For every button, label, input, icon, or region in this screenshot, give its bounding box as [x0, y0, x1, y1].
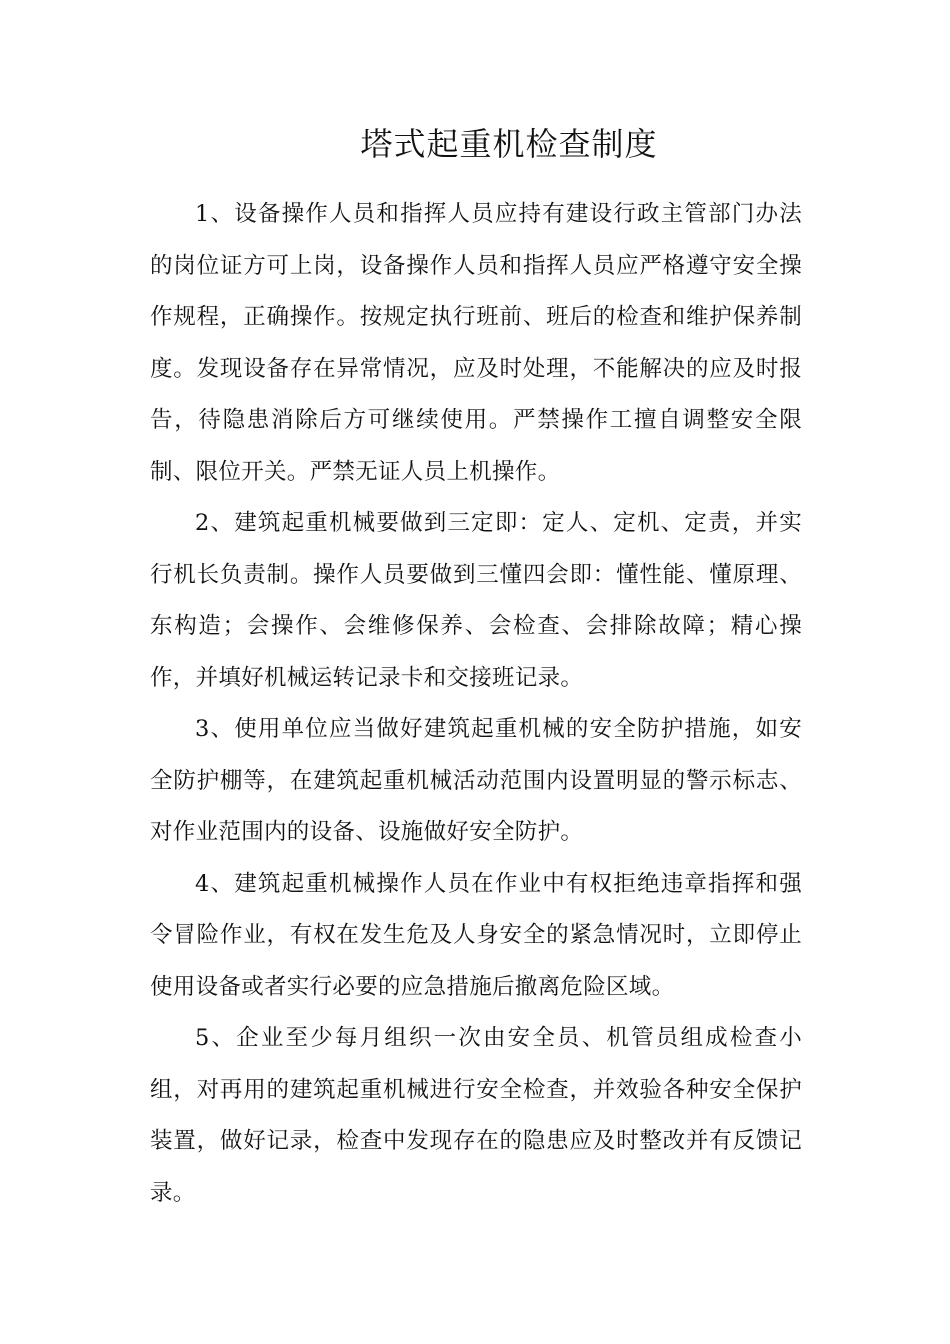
paragraph-1: 1、设备操作人员和指挥人员应持有建设行政主管部门办法的岗位证方可上岗，设备操作人员和指挥人员应严格遵守安全操作规程，正确操作。按规定执行班前、班后的检查和维护保养制度。发现设备存在异常情况，应及时处理，不能解决的应及时报告，待隐患消除后方可继续使用。严禁操作工擅自调整安全限制、限位开关。严禁无证人员上机操作。 [150, 201, 802, 485]
document-body [150, 189, 802, 1219]
paragraph-4: 4、建筑起重机械操作人员在作业中有权拒绝违章指挥和强令冒险作业，有权在发生危及人身安全的紧急情况时，立即停止使用设备或者实行必要的应急措施后撤离危险区域。 [150, 870, 802, 1000]
paragraph-5: 5、企业至少每月组织一次由安全员、机管员组成检查小组，对再用的建筑起重机械进行安全检查，并效验各种安全保护装置，做好记录，检查中发现存在的隐患应及时整改并有反馈记录。 [150, 1025, 802, 1206]
paragraph-3: 3、使用单位应当做好建筑起重机械的安全防护措施，如安全防护棚等，在建筑起重机械活动范围内设置明显的警示标志、对作业范围内的设备、设施做好安全防护。 [150, 716, 802, 845]
paragraph-2: 2、建筑起重机械要做到三定即：定人、定机、定责，并实行机长负责制。操作人员要做到三懂四会即：懂性能、懂原理、东构造；会操作、会维修保养、会检查、会排除故障；精心操作，并填好机械运转记录卡和交接班记录。 [150, 510, 802, 691]
document-title: 塔式起重机检查制度 [360, 125, 658, 163]
